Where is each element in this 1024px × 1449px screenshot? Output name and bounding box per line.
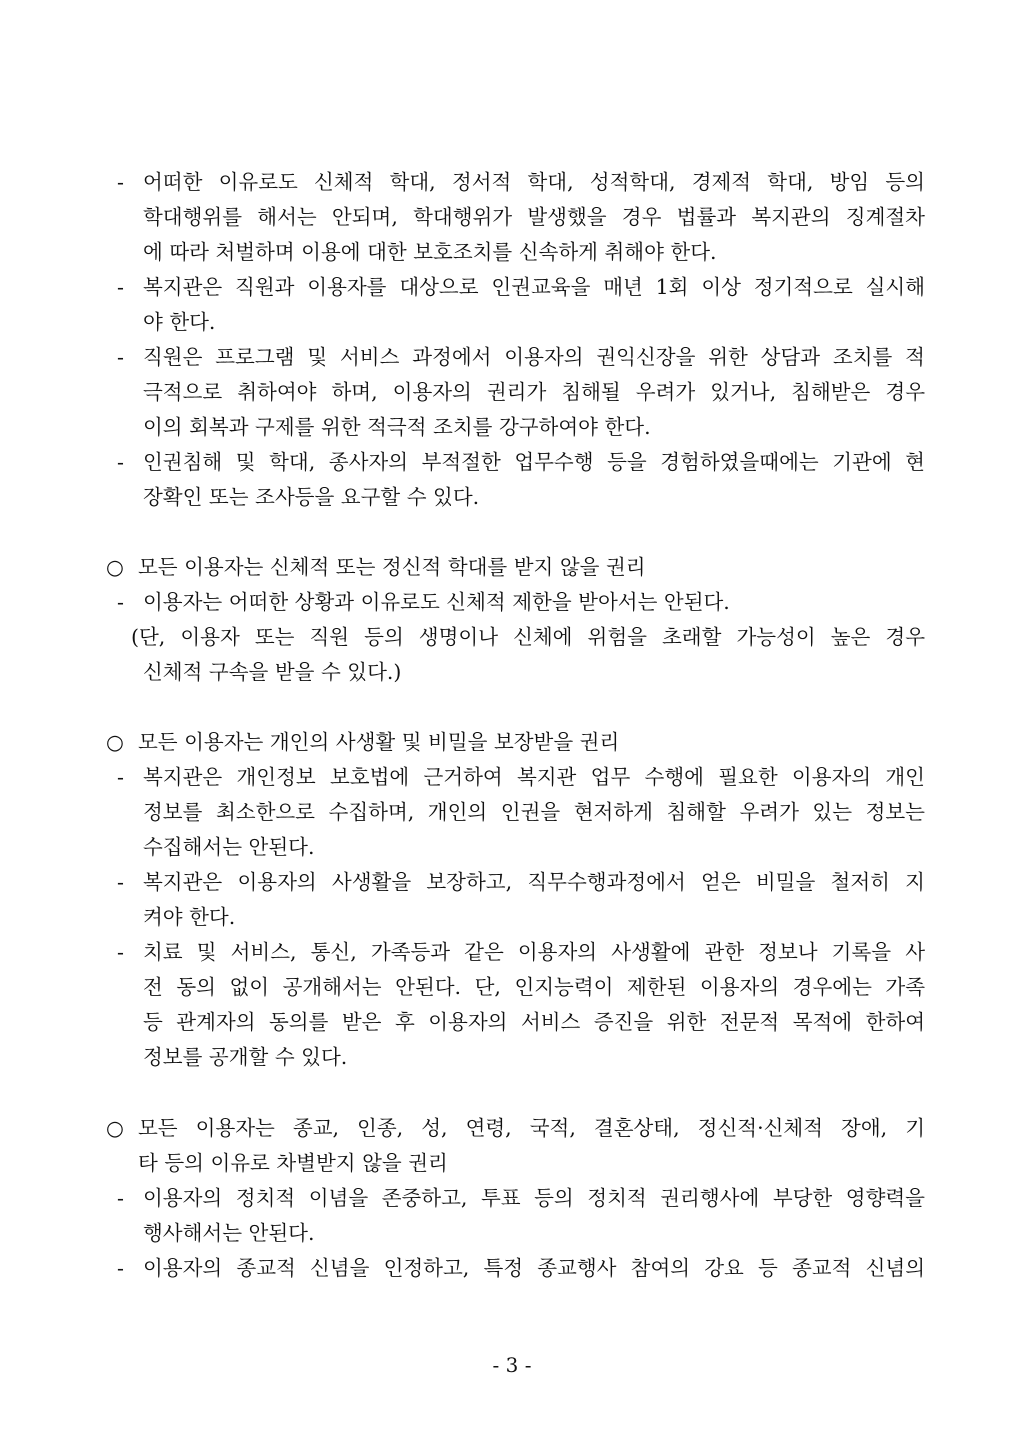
paragraph-line: 이용자의 종교적 신념을 인정하고, 특정 종교행사 참여의 강요 등 종교적 신념의	[143, 1256, 925, 1280]
dash-marker: -	[117, 1186, 124, 1210]
paragraph-line: 이의 회복과 구제를 위한 적극적 조치를 강구하여야 한다.	[143, 415, 651, 439]
paragraph-line: 정보를 최소한으로 수집하며, 개인의 인권을 현저하게 침해할 우려가 있는 정보는	[143, 800, 925, 824]
paragraph-line: 행사해서는 안된다.	[143, 1221, 315, 1245]
dash-marker: -	[117, 870, 124, 894]
paragraph-line: 직원은 프로그램 및 서비스 과정에서 이용자의 권익신장을 위한 상담과 조치를 적	[143, 345, 925, 369]
dash-marker: -	[117, 940, 124, 964]
dash-marker: -	[117, 590, 124, 614]
paragraph-line: 학대행위를 해서는 안되며, 학대행위가 발생했을 경우 법률과 복지관의 징계절차	[143, 205, 925, 229]
section-heading: 모든 이용자는 종교, 인종, 성, 연령, 국적, 결혼상태, 정신적·신체적 장애, 기	[138, 1116, 925, 1140]
section-heading: 모든 이용자는 개인의 사생활 및 비밀을 보장받을 권리	[138, 730, 620, 754]
paragraph-line: 에 따라 처벌하며 이용에 대한 보호조치를 신속하게 취해야 한다.	[143, 240, 717, 264]
paragraph-line: 신체적 구속을 받을 수 있다.)	[143, 660, 402, 684]
paragraph-line: 전 동의 없이 공개해서는 안된다. 단, 인지능력이 제한된 이용자의 경우에는 가족	[143, 975, 925, 999]
dash-marker: -	[117, 170, 124, 194]
paragraph-line: 켜야 한다.	[143, 905, 236, 929]
paragraph-line: 치료 및 서비스, 통신, 가족등과 같은 이용자의 사생활에 관한 정보나 기록을 사	[143, 940, 925, 964]
dash-marker: -	[117, 275, 124, 299]
dash-marker: -	[117, 345, 124, 369]
paragraph-line: 극적으로 취하여야 하며, 이용자의 권리가 침해될 우려가 있거나, 침해받은 경우	[143, 380, 925, 404]
section-heading: 타 등의 이유로 차별받지 않을 권리	[138, 1151, 448, 1175]
paragraph-line: 등 관계자의 동의를 받은 후 이용자의 서비스 증진을 위한 전문적 목적에 한하여	[143, 1010, 925, 1034]
circle-bullet-icon: ○	[106, 1116, 124, 1140]
paragraph-line: 야 한다.	[143, 310, 216, 334]
paragraph-line: 장확인 또는 조사등을 요구할 수 있다.	[143, 485, 480, 509]
circle-bullet-icon: ○	[106, 730, 124, 754]
dash-marker: -	[117, 765, 124, 789]
dash-marker: -	[117, 450, 124, 474]
paragraph-line: 복지관은 직원과 이용자를 대상으로 인권교육을 매년 1회 이상 정기적으로 실시해	[143, 275, 925, 299]
section-heading: 모든 이용자는 신체적 또는 정신적 학대를 받지 않을 권리	[138, 555, 646, 579]
paragraph-line: 수집해서는 안된다.	[143, 835, 315, 859]
page-number: - 3 -	[492, 1353, 532, 1377]
circle-bullet-icon: ○	[106, 555, 124, 579]
dash-marker: -	[117, 1256, 124, 1280]
paragraph-line: 이용자는 어떠한 상황과 이유로도 신체적 제한을 받아서는 안된다.	[143, 590, 730, 614]
paragraph-line: 인권침해 및 학대, 종사자의 부적절한 업무수행 등을 경험하였을때에는 기관에 현	[143, 450, 925, 474]
paragraph-line: 복지관은 개인정보 보호법에 근거하여 복지관 업무 수행에 필요한 이용자의 개인	[143, 765, 925, 789]
paragraph-line: (단, 이용자 또는 직원 등의 생명이나 신체에 위험을 초래할 가능성이 높은 경우	[131, 625, 925, 649]
paragraph-line: 정보를 공개할 수 있다.	[143, 1045, 348, 1069]
paragraph-line: 어떠한 이유로도 신체적 학대, 정서적 학대, 성적학대, 경제적 학대, 방임 등의	[143, 170, 925, 194]
paragraph-line: 복지관은 이용자의 사생활을 보장하고, 직무수행과정에서 얻은 비밀을 철저히 지	[143, 870, 925, 894]
paragraph-line: 이용자의 정치적 이념을 존중하고, 투표 등의 정치적 권리행사에 부당한 영향력을	[143, 1186, 925, 1210]
